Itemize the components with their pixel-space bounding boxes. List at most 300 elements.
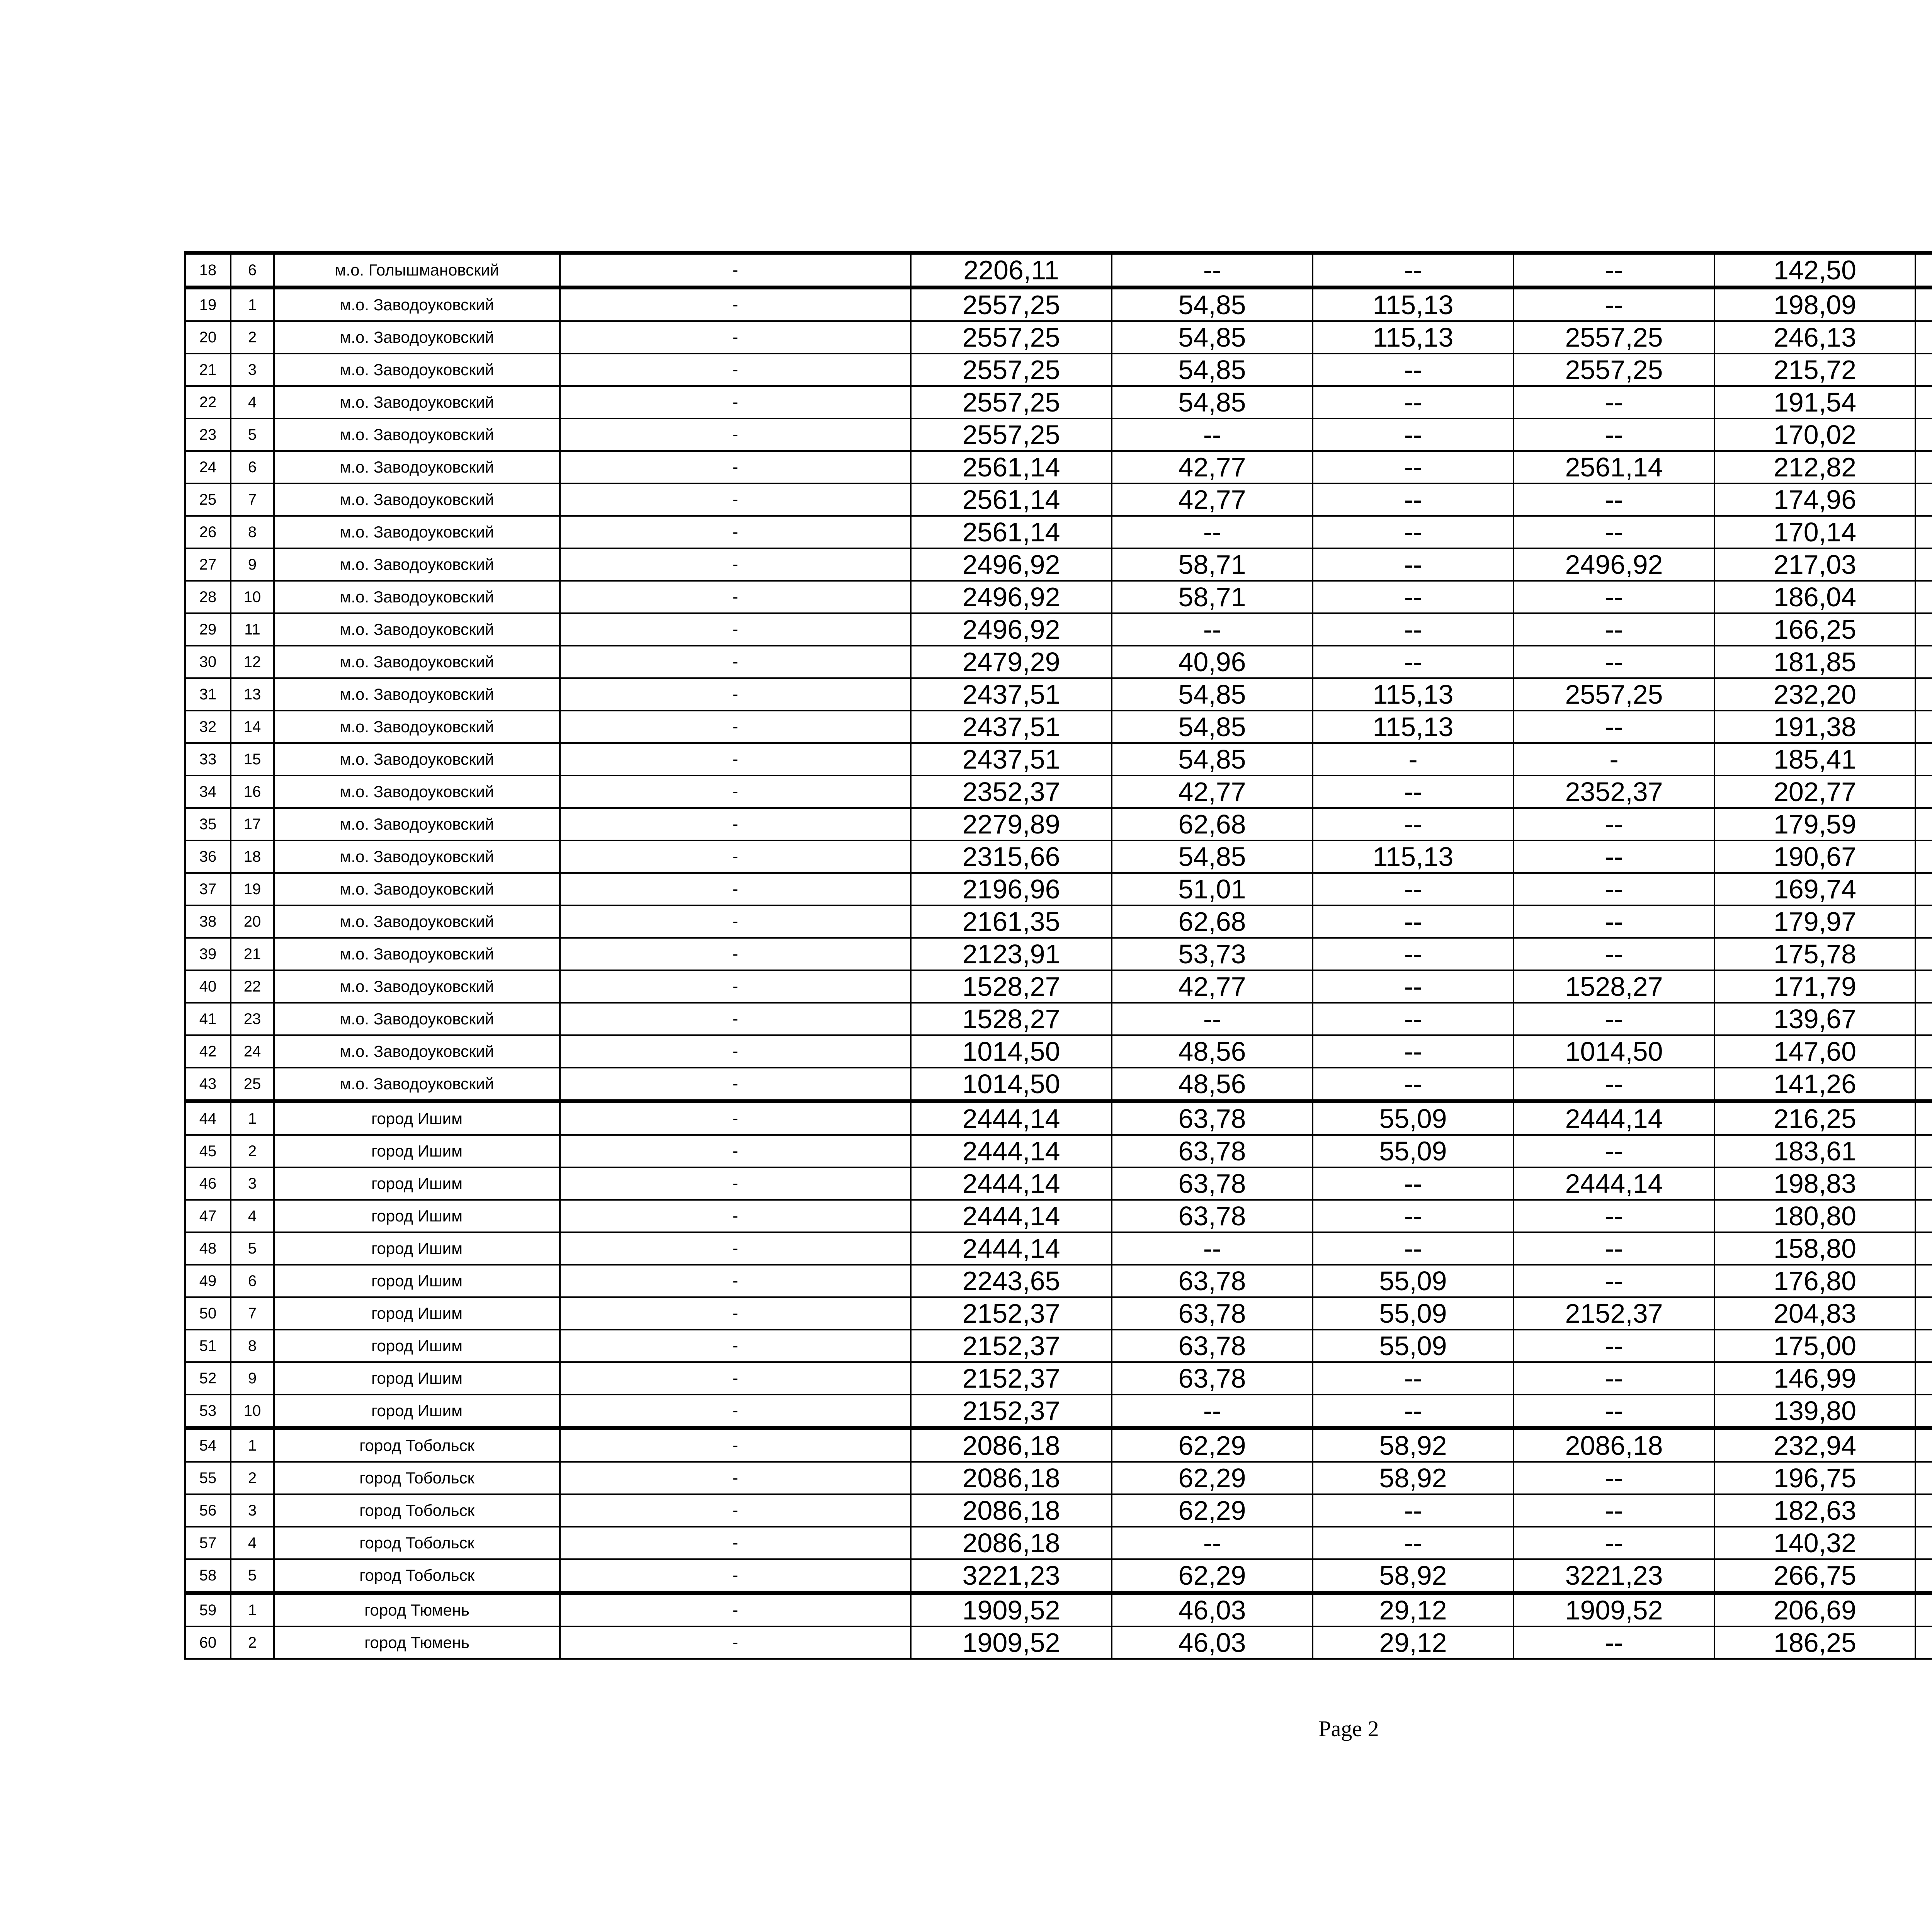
sub-number-cell: 10	[231, 581, 274, 613]
value-cell-2: 54,85	[1112, 678, 1313, 711]
row-number-cell: 28	[185, 581, 231, 613]
value-cell-6	[1915, 321, 1932, 354]
table-row	[185, 1167, 1932, 1200]
row-number-cell: 34	[185, 776, 231, 808]
table-row	[185, 1232, 1932, 1265]
table-row	[185, 386, 1932, 418]
table-row	[185, 1200, 1932, 1232]
value-cell-2: --	[1112, 516, 1313, 548]
row-number-cell: 45	[185, 1135, 231, 1167]
value-cell-2: 63,78	[1112, 1265, 1313, 1297]
type-cell: -	[560, 1395, 911, 1428]
value-cell-4: --	[1514, 840, 1714, 873]
row-number-cell: 43	[185, 1068, 231, 1101]
table-row	[185, 1559, 1932, 1593]
value-cell-6	[1915, 1494, 1932, 1527]
value-cell-1: 1909,52	[911, 1593, 1112, 1626]
value-cell-3: 55,09	[1313, 1265, 1514, 1297]
value-cell-4: 2557,25	[1514, 354, 1714, 386]
sub-number-cell: 2	[231, 1462, 274, 1494]
value-cell-6	[1915, 873, 1932, 905]
type-cell: -	[560, 1035, 911, 1068]
row-number-cell: 44	[185, 1101, 231, 1135]
type-cell: -	[560, 581, 911, 613]
value-cell-1: 2315,66	[911, 840, 1112, 873]
row-number-cell: 58	[185, 1559, 231, 1593]
value-cell-4: --	[1514, 1068, 1714, 1101]
value-cell-4: -	[1514, 743, 1714, 776]
value-cell-5: 139,80	[1714, 1395, 1915, 1428]
sub-number-cell: 9	[231, 548, 274, 581]
table-row	[185, 1593, 1932, 1626]
table-row	[185, 287, 1932, 321]
value-cell-1: 1014,50	[911, 1035, 1112, 1068]
value-cell-4: --	[1514, 1395, 1714, 1428]
row-number-cell: 39	[185, 938, 231, 970]
sub-number-cell: 3	[231, 1494, 274, 1527]
table-row	[185, 548, 1932, 581]
value-cell-6	[1915, 776, 1932, 808]
value-cell-5: 185,41	[1714, 743, 1915, 776]
row-number-cell: 35	[185, 808, 231, 840]
value-cell-6	[1915, 1068, 1932, 1101]
value-cell-5: 232,20	[1714, 678, 1915, 711]
sub-number-cell: 8	[231, 516, 274, 548]
row-number-cell: 32	[185, 711, 231, 743]
municipality-cell: город Ишим	[274, 1330, 560, 1362]
value-cell-1: 2161,35	[911, 905, 1112, 938]
value-cell-3: 115,13	[1313, 711, 1514, 743]
municipality-cell: м.о. Заводоуковский	[274, 938, 560, 970]
value-cell-6	[1915, 613, 1932, 646]
type-cell: -	[560, 1362, 911, 1395]
value-cell-3: --	[1313, 548, 1514, 581]
table-row	[185, 970, 1932, 1003]
value-cell-4: --	[1514, 1462, 1714, 1494]
value-cell-3: --	[1313, 1167, 1514, 1200]
sub-number-cell: 4	[231, 386, 274, 418]
table-row	[185, 1297, 1932, 1330]
value-cell-4: 2152,37	[1514, 1297, 1714, 1330]
table-row	[185, 451, 1932, 483]
municipality-cell: м.о. Заводоуковский	[274, 711, 560, 743]
value-cell-4: --	[1514, 711, 1714, 743]
value-cell-4: 2444,14	[1514, 1167, 1714, 1200]
table-body	[185, 253, 1932, 1659]
value-cell-2: 54,85	[1112, 321, 1313, 354]
sub-number-cell: 5	[231, 418, 274, 451]
value-cell-2: 62,68	[1112, 905, 1313, 938]
value-cell-2: 62,29	[1112, 1559, 1313, 1593]
value-cell-1: 1909,52	[911, 1626, 1112, 1659]
table-row	[185, 873, 1932, 905]
value-cell-6	[1915, 1428, 1932, 1462]
value-cell-3: --	[1313, 516, 1514, 548]
table-row	[185, 1035, 1932, 1068]
value-cell-1: 2496,92	[911, 548, 1112, 581]
value-cell-6	[1915, 1035, 1932, 1068]
value-cell-5: 206,69	[1714, 1593, 1915, 1626]
value-cell-6	[1915, 1265, 1932, 1297]
value-cell-4: --	[1514, 905, 1714, 938]
value-cell-5: 181,85	[1714, 646, 1915, 678]
value-cell-2: 51,01	[1112, 873, 1313, 905]
value-cell-2: 48,56	[1112, 1035, 1313, 1068]
value-cell-2: 63,78	[1112, 1101, 1313, 1135]
row-number-cell: 41	[185, 1003, 231, 1035]
value-cell-2: 58,71	[1112, 548, 1313, 581]
value-cell-3: --	[1313, 938, 1514, 970]
type-cell: -	[560, 1527, 911, 1559]
value-cell-4: --	[1514, 516, 1714, 548]
municipality-cell: м.о. Заводоуковский	[274, 1035, 560, 1068]
row-number-cell: 38	[185, 905, 231, 938]
type-cell: -	[560, 483, 911, 516]
municipality-cell: м.о. Заводоуковский	[274, 354, 560, 386]
value-cell-4: 1909,52	[1514, 1593, 1714, 1626]
municipality-cell: город Ишим	[274, 1265, 560, 1297]
sub-number-cell: 13	[231, 678, 274, 711]
table-row	[185, 1626, 1932, 1659]
value-cell-1: 2243,65	[911, 1265, 1112, 1297]
municipality-cell: город Тобольск	[274, 1527, 560, 1559]
value-cell-2: 63,78	[1112, 1135, 1313, 1167]
value-cell-3: --	[1313, 483, 1514, 516]
table-row	[185, 516, 1932, 548]
type-cell: -	[560, 1265, 911, 1297]
value-cell-6	[1915, 1559, 1932, 1593]
type-cell: -	[560, 321, 911, 354]
value-cell-6	[1915, 1362, 1932, 1395]
municipality-cell: м.о. Заводоуковский	[274, 808, 560, 840]
value-cell-1: 2444,14	[911, 1167, 1112, 1200]
value-cell-4: --	[1514, 418, 1714, 451]
type-cell: -	[560, 253, 911, 287]
row-number-cell: 31	[185, 678, 231, 711]
value-cell-5: 183,61	[1714, 1135, 1915, 1167]
value-cell-5: 174,96	[1714, 483, 1915, 516]
row-number-cell: 59	[185, 1593, 231, 1626]
value-cell-3: --	[1313, 451, 1514, 483]
value-cell-5: 170,02	[1714, 418, 1915, 451]
type-cell: -	[560, 905, 911, 938]
value-cell-3: -	[1313, 743, 1514, 776]
table-row	[185, 1068, 1932, 1101]
value-cell-2: --	[1112, 1395, 1313, 1428]
value-cell-3: --	[1313, 808, 1514, 840]
sub-number-cell: 2	[231, 321, 274, 354]
table-row	[185, 905, 1932, 938]
sub-number-cell: 8	[231, 1330, 274, 1362]
row-number-cell: 54	[185, 1428, 231, 1462]
sub-number-cell: 14	[231, 711, 274, 743]
table-row	[185, 1101, 1932, 1135]
municipality-cell: м.о. Заводоуковский	[274, 646, 560, 678]
table-row	[185, 1135, 1932, 1167]
row-number-cell: 52	[185, 1362, 231, 1395]
row-number-cell: 18	[185, 253, 231, 287]
value-cell-3: 115,13	[1313, 678, 1514, 711]
value-cell-5: 204,83	[1714, 1297, 1915, 1330]
value-cell-4: 1528,27	[1514, 970, 1714, 1003]
type-cell: -	[560, 1428, 911, 1462]
value-cell-2: --	[1112, 613, 1313, 646]
value-cell-5: 202,77	[1714, 776, 1915, 808]
sub-number-cell: 18	[231, 840, 274, 873]
municipality-cell: город Ишим	[274, 1395, 560, 1428]
value-cell-3: 29,12	[1313, 1626, 1514, 1659]
value-cell-3: --	[1313, 905, 1514, 938]
table-row	[185, 678, 1932, 711]
type-cell: -	[560, 970, 911, 1003]
row-number-cell: 60	[185, 1626, 231, 1659]
value-cell-5: 190,67	[1714, 840, 1915, 873]
value-cell-6	[1915, 451, 1932, 483]
type-cell: -	[560, 1494, 911, 1527]
sub-number-cell: 1	[231, 1428, 274, 1462]
value-cell-2: 46,03	[1112, 1593, 1313, 1626]
sub-number-cell: 3	[231, 354, 274, 386]
value-cell-5: 186,25	[1714, 1626, 1915, 1659]
row-number-cell: 29	[185, 613, 231, 646]
value-cell-6	[1915, 938, 1932, 970]
value-cell-2: 62,29	[1112, 1462, 1313, 1494]
type-cell: -	[560, 1462, 911, 1494]
row-number-cell: 55	[185, 1462, 231, 1494]
value-cell-2: 54,85	[1112, 711, 1313, 743]
value-cell-6	[1915, 287, 1932, 321]
value-cell-5: 139,67	[1714, 1003, 1915, 1035]
municipality-cell: м.о. Заводоуковский	[274, 905, 560, 938]
value-cell-6	[1915, 1395, 1932, 1428]
value-cell-1: 1014,50	[911, 1068, 1112, 1101]
row-number-cell: 37	[185, 873, 231, 905]
type-cell: -	[560, 711, 911, 743]
value-cell-4: 2086,18	[1514, 1428, 1714, 1462]
municipality-cell: м.о. Заводоуковский	[274, 873, 560, 905]
value-cell-4: --	[1514, 1265, 1714, 1297]
table-row	[185, 1362, 1932, 1395]
value-cell-6	[1915, 1626, 1932, 1659]
value-cell-3: --	[1313, 1527, 1514, 1559]
municipality-cell: город Ишим	[274, 1101, 560, 1135]
value-cell-5: 166,25	[1714, 613, 1915, 646]
value-cell-2: 54,85	[1112, 840, 1313, 873]
value-cell-3: --	[1313, 873, 1514, 905]
type-cell: -	[560, 678, 911, 711]
type-cell: -	[560, 938, 911, 970]
table-row	[185, 1527, 1932, 1559]
municipality-cell: м.о. Заводоуковский	[274, 743, 560, 776]
value-cell-1: 2152,37	[911, 1330, 1112, 1362]
value-cell-5: 170,14	[1714, 516, 1915, 548]
value-cell-6	[1915, 1232, 1932, 1265]
type-cell: -	[560, 743, 911, 776]
row-number-cell: 23	[185, 418, 231, 451]
value-cell-5: 186,04	[1714, 581, 1915, 613]
value-cell-3: --	[1313, 1200, 1514, 1232]
row-number-cell: 49	[185, 1265, 231, 1297]
value-cell-5: 191,54	[1714, 386, 1915, 418]
value-cell-6	[1915, 1003, 1932, 1035]
value-cell-3: 115,13	[1313, 840, 1514, 873]
value-cell-3: 58,92	[1313, 1559, 1514, 1593]
value-cell-5: 176,80	[1714, 1265, 1915, 1297]
table-row	[185, 321, 1932, 354]
value-cell-1: 2279,89	[911, 808, 1112, 840]
value-cell-6	[1915, 1200, 1932, 1232]
value-cell-4: --	[1514, 386, 1714, 418]
type-cell: -	[560, 808, 911, 840]
row-number-cell: 22	[185, 386, 231, 418]
value-cell-3: 55,09	[1313, 1297, 1514, 1330]
table-row	[185, 776, 1932, 808]
value-cell-3: --	[1313, 1003, 1514, 1035]
value-cell-2: 63,78	[1112, 1167, 1313, 1200]
municipality-cell: м.о. Заводоуковский	[274, 287, 560, 321]
sub-number-cell: 21	[231, 938, 274, 970]
value-cell-2: 54,85	[1112, 743, 1313, 776]
value-cell-1: 2437,51	[911, 678, 1112, 711]
value-cell-1: 2444,14	[911, 1135, 1112, 1167]
table-row	[185, 743, 1932, 776]
value-cell-1: 2086,18	[911, 1527, 1112, 1559]
value-cell-4: --	[1514, 1003, 1714, 1035]
value-cell-6	[1915, 970, 1932, 1003]
municipality-cell: м.о. Заводоуковский	[274, 386, 560, 418]
row-number-cell: 48	[185, 1232, 231, 1265]
municipality-cell: м.о. Заводоуковский	[274, 418, 560, 451]
value-cell-1: 2557,25	[911, 418, 1112, 451]
table-row	[185, 483, 1932, 516]
type-cell: -	[560, 354, 911, 386]
value-cell-3: --	[1313, 1035, 1514, 1068]
value-cell-3: --	[1313, 1068, 1514, 1101]
type-cell: -	[560, 287, 911, 321]
row-number-cell: 57	[185, 1527, 231, 1559]
municipality-cell: город Ишим	[274, 1297, 560, 1330]
value-cell-3: 29,12	[1313, 1593, 1514, 1626]
municipality-cell: город Ишим	[274, 1135, 560, 1167]
value-cell-5: 142,50	[1714, 253, 1915, 287]
value-cell-6	[1915, 1462, 1932, 1494]
value-cell-1: 2206,11	[911, 253, 1112, 287]
value-cell-6	[1915, 581, 1932, 613]
value-cell-5: 141,26	[1714, 1068, 1915, 1101]
value-cell-2: 42,77	[1112, 451, 1313, 483]
value-cell-4: 2496,92	[1514, 548, 1714, 581]
value-cell-6	[1915, 386, 1932, 418]
municipality-cell: м.о. Заводоуковский	[274, 1068, 560, 1101]
sub-number-cell: 9	[231, 1362, 274, 1395]
value-cell-2: 54,85	[1112, 386, 1313, 418]
row-number-cell: 33	[185, 743, 231, 776]
value-cell-4: --	[1514, 581, 1714, 613]
value-cell-4: --	[1514, 646, 1714, 678]
type-cell: -	[560, 840, 911, 873]
value-cell-1: 2437,51	[911, 711, 1112, 743]
value-cell-3: --	[1313, 581, 1514, 613]
table-row	[185, 1330, 1932, 1362]
value-cell-1: 2437,51	[911, 743, 1112, 776]
municipality-cell: м.о. Заводоуковский	[274, 483, 560, 516]
value-cell-3: 58,92	[1313, 1428, 1514, 1462]
type-cell: -	[560, 1330, 911, 1362]
value-cell-4: --	[1514, 613, 1714, 646]
tariff-table	[184, 251, 1932, 1660]
value-cell-1: 2561,14	[911, 483, 1112, 516]
value-cell-4: --	[1514, 1330, 1714, 1362]
value-cell-4: 2557,25	[1514, 678, 1714, 711]
sub-number-cell: 5	[231, 1232, 274, 1265]
value-cell-5: 175,00	[1714, 1330, 1915, 1362]
value-cell-3: --	[1313, 418, 1514, 451]
value-cell-2: 48,56	[1112, 1068, 1313, 1101]
municipality-cell: м.о. Заводоуковский	[274, 548, 560, 581]
value-cell-2: 53,73	[1112, 938, 1313, 970]
value-cell-5: 169,74	[1714, 873, 1915, 905]
municipality-cell: город Тобольск	[274, 1559, 560, 1593]
municipality-cell: город Ишим	[274, 1167, 560, 1200]
row-number-cell: 53	[185, 1395, 231, 1428]
value-cell-5: 246,13	[1714, 321, 1915, 354]
sub-number-cell: 22	[231, 970, 274, 1003]
value-cell-4: --	[1514, 1232, 1714, 1265]
table-row	[185, 1462, 1932, 1494]
value-cell-4: 1014,50	[1514, 1035, 1714, 1068]
value-cell-5: 175,78	[1714, 938, 1915, 970]
type-cell: -	[560, 1200, 911, 1232]
value-cell-1: 2444,14	[911, 1200, 1112, 1232]
value-cell-2: 62,68	[1112, 808, 1313, 840]
type-cell: -	[560, 873, 911, 905]
row-number-cell: 56	[185, 1494, 231, 1527]
value-cell-3: --	[1313, 646, 1514, 678]
table-row	[185, 938, 1932, 970]
value-cell-5: 146,99	[1714, 1362, 1915, 1395]
value-cell-2: --	[1112, 253, 1313, 287]
type-cell: -	[560, 1593, 911, 1626]
value-cell-3: 55,09	[1313, 1101, 1514, 1135]
type-cell: -	[560, 418, 911, 451]
value-cell-2: 63,78	[1112, 1297, 1313, 1330]
value-cell-3: --	[1313, 386, 1514, 418]
municipality-cell: м.о. Заводоуковский	[274, 516, 560, 548]
municipality-cell: м.о. Заводоуковский	[274, 321, 560, 354]
value-cell-6	[1915, 418, 1932, 451]
type-cell: -	[560, 613, 911, 646]
value-cell-2: 63,78	[1112, 1362, 1313, 1395]
value-cell-4: --	[1514, 1135, 1714, 1167]
page-number: Page 2	[1318, 1716, 1379, 1741]
type-cell: -	[560, 1167, 911, 1200]
value-cell-4: 2557,25	[1514, 321, 1714, 354]
value-cell-6	[1915, 354, 1932, 386]
value-cell-4: --	[1514, 287, 1714, 321]
value-cell-3: 115,13	[1313, 287, 1514, 321]
sub-number-cell: 6	[231, 253, 274, 287]
sub-number-cell: 3	[231, 1167, 274, 1200]
value-cell-5: 180,80	[1714, 1200, 1915, 1232]
value-cell-6	[1915, 808, 1932, 840]
table-row	[185, 613, 1932, 646]
value-cell-1: 2561,14	[911, 451, 1112, 483]
value-cell-6	[1915, 646, 1932, 678]
value-cell-2: 54,85	[1112, 287, 1313, 321]
value-cell-2: 46,03	[1112, 1626, 1313, 1659]
sub-number-cell: 4	[231, 1527, 274, 1559]
sub-number-cell: 5	[231, 1559, 274, 1593]
